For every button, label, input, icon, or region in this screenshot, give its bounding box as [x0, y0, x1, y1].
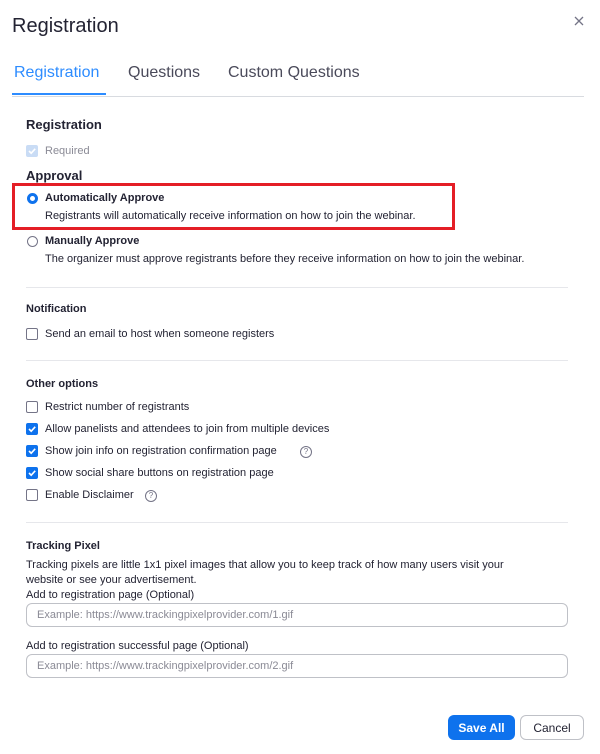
- restrict-registrants-label[interactable]: Restrict number of registrants: [45, 401, 190, 413]
- show-join-info-checkbox[interactable]: [26, 445, 38, 457]
- restrict-registrants-checkbox[interactable]: [26, 401, 38, 413]
- required-label: Required: [45, 145, 90, 157]
- approval-heading: Approval: [26, 168, 83, 183]
- manual-approve-description: The organizer must approve registrants before they receive information on how to join the webinar.: [45, 253, 525, 265]
- registration-page-pixel-input[interactable]: [26, 603, 568, 627]
- highlight-box: [12, 183, 455, 230]
- divider: [26, 360, 568, 361]
- auto-approve-description: Registrants will automatically receive information on how to join the webinar.: [45, 210, 416, 222]
- tab-custom-questions[interactable]: Custom Questions: [228, 64, 360, 81]
- multiple-devices-label[interactable]: Allow panelists and attendees to join from multiple devices: [45, 423, 330, 435]
- divider: [26, 287, 568, 288]
- registration-success-pixel-input[interactable]: [26, 654, 568, 678]
- email-host-label[interactable]: Send an email to host when someone registers: [45, 328, 275, 340]
- social-share-checkbox[interactable]: [26, 467, 38, 479]
- tab-bar: [12, 58, 584, 97]
- registration-page-field-label: Add to registration page (Optional): [26, 589, 195, 601]
- tracking-pixel-heading: Tracking Pixel: [26, 540, 100, 552]
- tracking-pixel-description-line2: website or see your advertisement.: [26, 574, 197, 586]
- required-checkbox: [26, 145, 38, 157]
- enable-disclaimer-checkbox[interactable]: [26, 489, 38, 501]
- close-icon[interactable]: [572, 14, 586, 28]
- cancel-button[interactable]: Cancel: [520, 715, 584, 740]
- divider: [26, 522, 568, 523]
- registration-heading: Registration: [26, 117, 102, 132]
- multiple-devices-checkbox[interactable]: [26, 423, 38, 435]
- enable-disclaimer-label[interactable]: Enable Disclaimer: [45, 489, 134, 501]
- active-tab-indicator: [12, 93, 106, 95]
- notification-heading: Notification: [26, 303, 87, 315]
- show-join-info-label[interactable]: Show join info on registration confirmation page: [45, 445, 277, 457]
- tracking-pixel-description-line1: Tracking pixels are little 1x1 pixel images that allow you to keep track of how many users visit your: [26, 559, 504, 571]
- other-options-heading: Other options: [26, 378, 99, 390]
- dialog-title: Registration: [12, 15, 119, 37]
- tab-questions[interactable]: Questions: [128, 64, 201, 81]
- email-host-checkbox[interactable]: [26, 328, 38, 340]
- auto-approve-label[interactable]: Automatically Approve: [45, 192, 165, 204]
- social-share-label[interactable]: Show social share buttons on registration page: [45, 467, 274, 479]
- registration-success-field-label: Add to registration successful page (Optional): [26, 640, 249, 652]
- manual-approve-radio[interactable]: [27, 236, 38, 247]
- tab-registration[interactable]: Registration: [14, 64, 100, 81]
- question-circle-icon[interactable]: ?: [145, 490, 157, 502]
- question-circle-icon[interactable]: ?: [300, 446, 312, 458]
- manual-approve-label[interactable]: Manually Approve: [45, 235, 140, 247]
- save-all-button[interactable]: Save All: [448, 715, 515, 740]
